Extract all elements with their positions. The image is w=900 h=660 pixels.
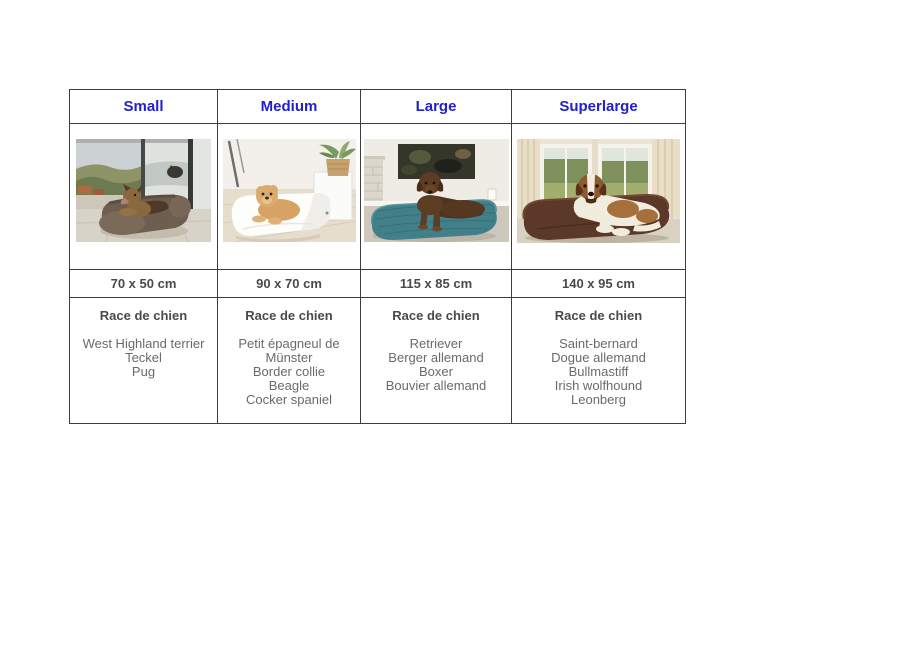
- photo-cell-small: [70, 124, 218, 270]
- dog-bed-size-table: [69, 89, 686, 424]
- breed-item: Teckel: [125, 350, 162, 365]
- photo-medium-dog-bed: [223, 139, 356, 242]
- size-small: 70 x 50 cm: [70, 270, 218, 298]
- breeds-cell-medium: [218, 298, 361, 424]
- breed-item: Dogue allemand: [551, 350, 646, 365]
- col-header-large: Large: [361, 90, 512, 124]
- header-row: [70, 90, 686, 124]
- breed-heading: Race de chien: [554, 308, 643, 323]
- breed-item: Saint-bernard: [559, 336, 638, 351]
- breed-item: Pug: [131, 364, 156, 379]
- photo-row: [70, 124, 686, 270]
- breed-item: Boxer: [419, 364, 453, 379]
- breed-heading: Race de chien: [99, 308, 188, 323]
- breeds-cell-small: [70, 298, 218, 424]
- breed-item: Irish wolfhound: [554, 378, 643, 393]
- photo-cell-medium: [218, 124, 361, 270]
- breed-list: [218, 337, 360, 407]
- photo-cell-large: [361, 124, 512, 270]
- col-header-medium: Medium: [218, 90, 361, 124]
- breed-item: Leonberg: [571, 392, 626, 407]
- breed-item: Retriever: [409, 336, 463, 351]
- size-medium: 90 x 70 cm: [218, 270, 361, 298]
- breed-item: West Highland terrier: [82, 336, 205, 351]
- breeds-cell-superlarge: [512, 298, 686, 424]
- breed-item: Border collie: [252, 364, 326, 379]
- breed-list: [70, 337, 217, 379]
- breed-item: Bouvier allemand: [385, 378, 487, 393]
- breeds-cell-large: [361, 298, 512, 424]
- size-large: 115 x 85 cm: [361, 270, 512, 298]
- breed-item: Cocker spaniel: [246, 392, 332, 407]
- breed-item: Berger allemand: [388, 350, 484, 365]
- breed-heading: Race de chien: [392, 308, 480, 323]
- col-header-small: Small: [70, 90, 218, 124]
- photo-superlarge-dog-bed: [517, 139, 680, 243]
- breed-item: Petit épagneul de Münster: [238, 336, 340, 365]
- photo-large-dog-bed: [364, 139, 509, 242]
- breeds-row: [70, 298, 686, 424]
- breed-item: Bullmastiff: [568, 364, 629, 379]
- breed-item: Beagle: [268, 378, 310, 393]
- breed-list: [512, 337, 685, 407]
- col-header-superlarge: Superlarge: [512, 90, 686, 124]
- size-row: [70, 270, 686, 298]
- photo-small-dog-bed: [76, 139, 211, 242]
- size-superlarge: 140 x 95 cm: [512, 270, 686, 298]
- breed-heading: Race de chien: [245, 308, 333, 323]
- breed-list: [361, 337, 511, 393]
- photo-cell-superlarge: [512, 124, 686, 270]
